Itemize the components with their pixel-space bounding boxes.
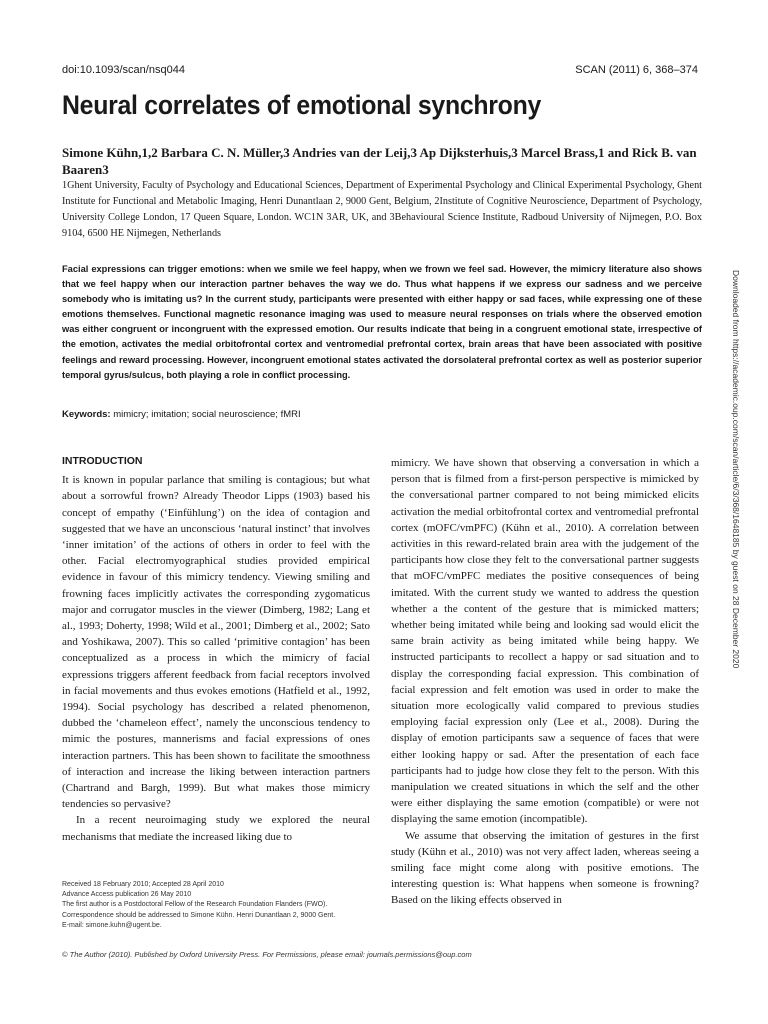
keywords-label: Keywords: [62,409,111,420]
copyright-line: © The Author (2010). Published by Oxford University Press. For Permissions, please email: journals.permissions@oup.com [62,950,472,959]
footnote: Advance Access publication 26 May 2010 [62,891,192,899]
affiliations: 1Ghent University, Faculty of Psychology and Educational Sciences, Department of Experimental Psychology and Clinical Experimental Psychology, Ghent Institute for Functional and Metabolic Imaging, Henri Dunantlaan 2, 9000 Gent, Belgium, 2Institute of Cognitive Neuroscience, Department of Psychology, University College London, 17 Queen Square, London. WC1N 3AR, UK, and 3Behavioural Science Institute, Radboud University of Nijmegen, P.O. Box 9104, 6500 HE Nijmegen, Netherlands [62,180,702,239]
footnote: Correspondence should be addressed to Simone Kühn. Henri Dunantlaan 2, 9000 Gent. [62,911,336,919]
abstract: Facial expressions can trigger emotions: when we smile we feel happy, when we frown we feel sad. However, the mimicry literature also shows that we feel happy when our interaction partner behaves the way we do. Thus what happens if we express our sadness and we perceive somebody who is imitating us? In the current study, participants were presented with either happy or sad faces, while expressing one of these emotions themselves. Functional magnetic resonance imaging was used to measure neural responses on trials where the observed emotion was either congruent or incongruent with the expressed emotion. Our results indicate that being in a congruent emotional state, irrespective of the emotion, activates the medial orbitofrontal cortex and ventromedial prefrontal cortex, brain areas that have been associated with positive feelings and reward processing. However, incongruent emotional states activated the dorsolateral prefrontal cortex as well as posterior superior temporal gyrus/sulcus, both playing a role in conflict processing. [62,264,702,380]
paragraph: We assume that observing the imitation of gestures in the first study (Kühn et al., 2010) was not very affect laden, whereas seeing a smiling face might come along with positive emotions. The interesting question is: What happens when someone is frowning? Based on the liking effects observed in [391,829,699,907]
article-title: Neural correlates of emotional synchrony [62,90,542,120]
footnote: The first author is a Postdoctoral Fellow of the Research Foundation Flanders (FWO). [62,901,328,909]
author-list: Simone Kühn,1,2 Barbara C. N. Müller,3 Andries van der Leij,3 Ap Dijksterhuis,3 Marcel Brass,1 and Rick B. van Baaren3 [62,145,697,177]
right-column [391,455,699,909]
footnotes [62,880,362,931]
keywords-text: mimicry; imitation; social neuroscience; fMRI [113,409,301,420]
download-watermark [731,270,754,669]
footnote: E-mail: simone.kuhn@ugent.be. [62,921,162,929]
section-heading: INTRODUCTION [62,455,143,467]
journal-citation: SCAN (2011) 6, 368–374 [575,64,698,76]
download-note: Downloaded from https://academic.oup.com/scan/article/6/3/368/1648185 by guest on 28 December 2020 [731,270,741,669]
doi: doi:10.1093/scan/nsq044 [62,64,185,76]
left-column [62,453,370,845]
paragraph: mimicry. We have shown that observing a conversation in which a person that is filmed from a first-person perspective is mimicked by the conversational partner compared to not being mimicked elicits activation the medial orbitofrontal cortex and ventromedial prefrontal cortex (mOFC/vmPFC) (Kühn et al., 2010). A correlation between activities in this reward-related brain area with the judgement of the participants how close they felt to the conversational partner suggests that mOFC/vmPFC mediates the positive consequences of being imitated. With the current study we wanted to address the question whether a the content of the gesture that is mimicked matters; whether being imitated while being and looking sad would elicit the same brain activity as being imitated while being happy. We instructed participants to recollect a happy or sad situation and to display the corresponding facial expression. This combination of facial expression and felt emotion was used in order to make the situation more ecologically valid compared to previous studies employing facial expression only (Lee et al., 2008). During the display of emotion participants saw a sequence of faces that were either looking happy or sad. After the presentation of each face participants had to judge how close they felt to the person. With this manipulation we created situations in which the self and the other were either displaying the same emotion (compatible) or were not displaying the same emotion (incompatible). [391,457,699,826]
footnote: Received 18 February 2010; Accepted 28 April 2010 [62,881,224,888]
paragraph: It is known in popular parlance that smiling is contagious; but what about a sorrowful frown? Already Theodor Lipps (1903) based his concept of empathy (‘Einfühlung’) on the idea of contagion and suggested that we have an unconscious ‘natural instinct’ that involves ‘inner imitation’ of the actions of others in order to feel with the other. Facial electromyographical studies provided empirical evidence in favour of this mimicry tendency. Viewing smiling and frowning faces implicitly activates the corresponding zygomaticus major and corrugator muscles in the viewer (Dimberg, 1982; Lang et al., 1993; Doherty, 1998; Wild et al., 2001; Dimberg et al., 2002; Sato and Yoshikawa, 2007). This so called ‘primitive contagion’ has been conceptualized as a process in which the mimicry of facial expressions triggers afferent feedback from facial receptors involved in facial movements and thus evokes emotions (Hatfield et al., 1992, 1994). Social psychology has described a related phenomenon, dubbed the ‘chameleon effect’, namely the unconscious tendency to mimic the postures, mannerisms and facial expressions of ones interaction partners. This has been shown to facilitate the smoothness of interaction and increase the liking between interaction partners (Chartrand and Bargh, 1999). But what makes those mimicry tendencies so pervasive? [62,474,370,811]
paragraph: In a recent neuroimaging study we explored the neural mechanisms that mediate the increased liking due to [62,814,370,843]
keywords [62,409,301,420]
